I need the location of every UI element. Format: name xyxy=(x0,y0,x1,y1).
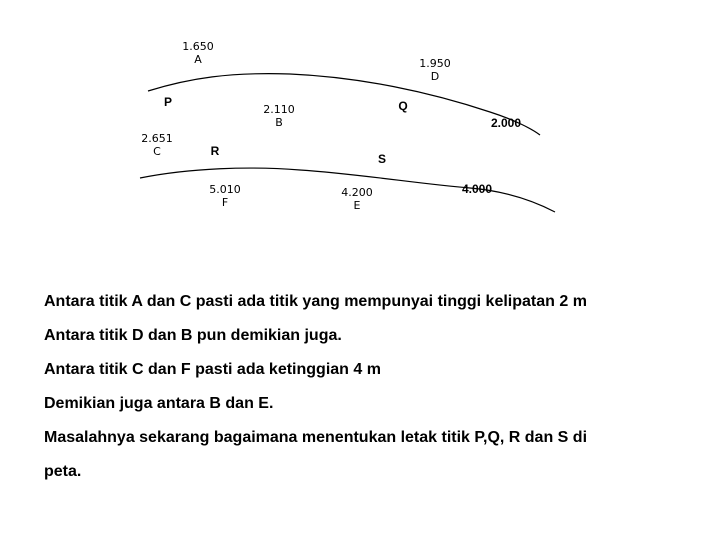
text-line-4: Demikian juga antara B dan E. xyxy=(44,395,274,412)
contour-line-upper xyxy=(148,74,540,135)
explanation-text xyxy=(44,285,704,489)
point-C-label xyxy=(141,132,173,158)
label-R: R xyxy=(210,144,220,158)
point-B-name: B xyxy=(275,116,283,129)
contour-diagram xyxy=(0,0,720,230)
label-S: S xyxy=(377,152,387,166)
point-B-value: 2.110 xyxy=(263,103,295,116)
point-F-name: F xyxy=(221,196,229,209)
point-D-value: 1.950 xyxy=(419,57,451,70)
text-line-2: Antara titik D dan B pun demikian juga. xyxy=(44,327,342,344)
point-F-value: 5.010 xyxy=(209,183,241,196)
point-A-label xyxy=(182,40,214,66)
label-P: P xyxy=(163,95,173,109)
point-F-label xyxy=(209,183,241,209)
text-line-3: Antara titik C dan F pasti ada ketinggian 4 m xyxy=(44,361,381,378)
contour-value-bottom: 4.000 xyxy=(461,182,493,196)
point-B-label xyxy=(263,103,295,129)
text-line-5: Masalahnya sekarang bagaimana menentukan letak titik P,Q, R dan S di xyxy=(44,429,588,446)
label-Q: Q xyxy=(398,99,408,113)
text-line-6: peta. xyxy=(44,463,82,480)
point-D-label xyxy=(419,57,451,83)
text-line-1: Antara titik A dan C pasti ada titik yang mempunyai tinggi kelipatan 2 m xyxy=(44,293,587,310)
point-A-value: 1.650 xyxy=(182,40,214,53)
point-E-label xyxy=(341,186,373,212)
point-D-name: D xyxy=(430,70,440,83)
contour-value-top: 2.000 xyxy=(490,116,522,130)
point-A-name: A xyxy=(194,53,202,66)
point-C-name: C xyxy=(153,145,161,158)
point-C-value: 2.651 xyxy=(141,132,173,145)
point-E-value: 4.200 xyxy=(341,186,373,199)
point-E-name: E xyxy=(353,199,361,212)
